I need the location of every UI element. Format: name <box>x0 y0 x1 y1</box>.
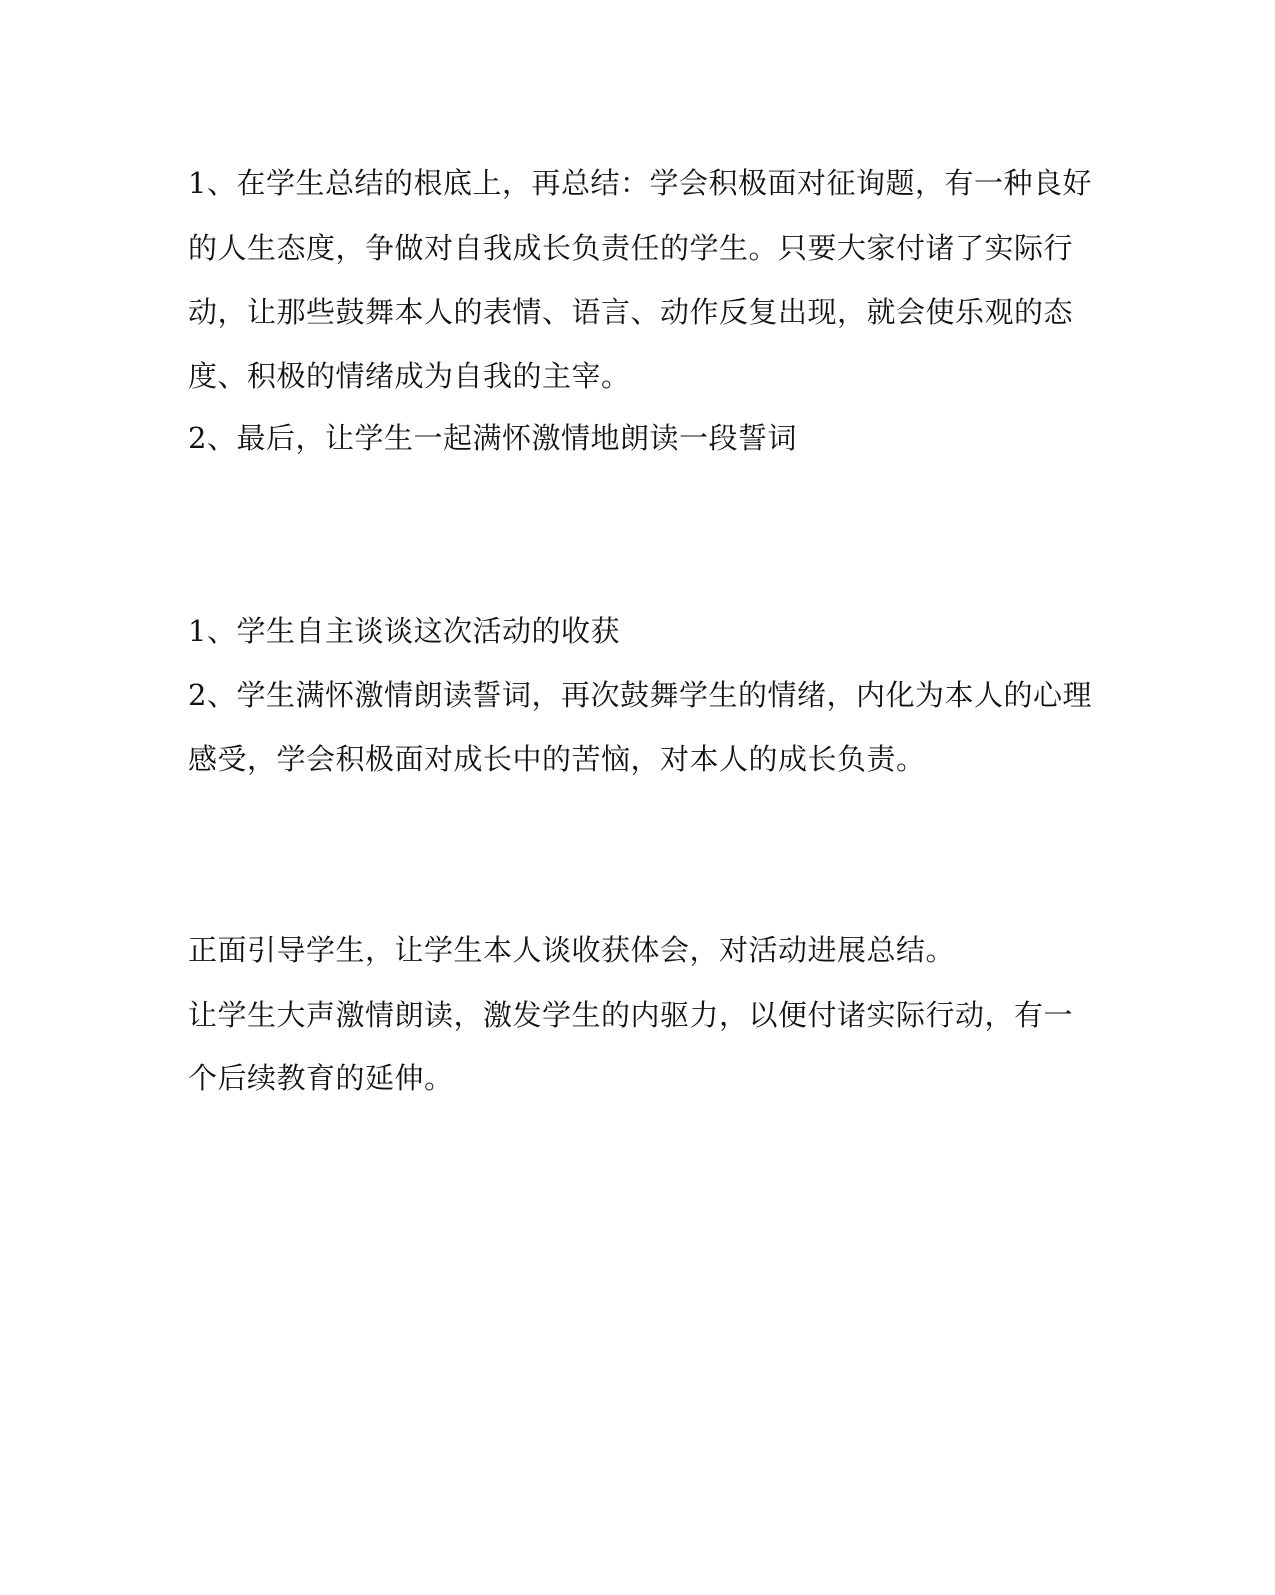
section2-item2-line2: 感受，学会积极面对成长中的苦恼，对本人的成长负责。 <box>188 742 926 776</box>
section2-item1: 1、学生自主谈谈这次活动的收获 <box>188 614 620 648</box>
section3-para2-line2: 个后续教育的延伸。 <box>188 1061 454 1095</box>
section3-para2-line1: 让学生大声激情朗读，激发学生的内驱力，以便付诸实际行动，有一 <box>188 998 1074 1032</box>
section1-item1-line2: 的人生态度，争做对自我成长负责任的学生。只要大家付诸了实际行 <box>188 231 1074 265</box>
section1-item1-line4: 度、积极的情绪成为自我的主宰。 <box>188 359 631 393</box>
section1-item2: 2、最后，让学生一起满怀激情地朗读一段誓词 <box>188 421 797 455</box>
section2-item2-line1: 2、学生满怀激情朗读誓词，再次鼓舞学生的情绪，内化为本人的心理 <box>188 678 1092 712</box>
section1-item1-line1: 1、在学生总结的根底上，再总结：学会积极面对征询题，有一种良好 <box>188 166 1092 200</box>
section3-para1: 正面引导学生，让学生本人谈收获体会，对活动进展总结。 <box>188 933 956 967</box>
section1-item1-line3: 动，让那些鼓舞本人的表情、语言、动作反复出现，就会使乐观的态 <box>188 295 1074 329</box>
